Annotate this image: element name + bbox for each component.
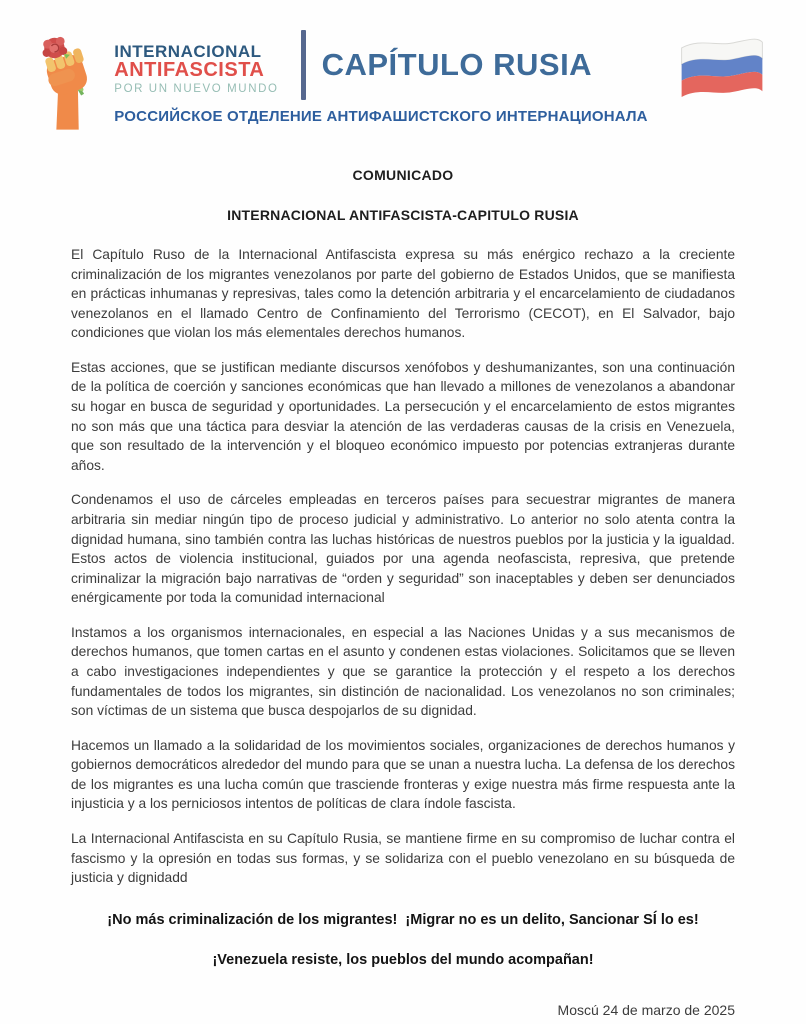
slogan-line-1: ¡No más criminalización de los migrantes! ¡Migrar no es un delito, Sancionar SÍ lo es! — [107, 911, 699, 928]
dateline: Moscú 24 de marzo de 2025 — [557, 1001, 735, 1018]
wordmark-line3: POR UN NUEVO MUNDO — [114, 83, 279, 96]
slogan-line-2: ¡Venezuela resiste, los pueblos del mundo acompañan! — [212, 951, 594, 968]
paragraph-1: El Capítulo Ruso de la Internacional Antifascista expresa su más enérgico rechazo a la creciente criminalización de los migrantes venezolanos por parte del gobierno de Estados Unidos, que se manifiesta en prácticas inhumanas y represivas, tales como la detención arbitraria y el encarcelamiento de ciudadanos venezolanos en el llamado Centro de Confinamiento del Terrorismo (CECOT), en El Salvador, bajo condiciones que violan los más elementales derechos humanos. — [71, 247, 735, 341]
paragraph-3: Condenamos el uso de cárceles empleadas en terceros países para secuestrar migrantes de manera arbitraria sin mediar ningún tipo de proceso judicial y administrativo. Lo anterior no solo atenta contra la dignidad humana, sino también contra las luchas históricas de nuestros pueblos por la justicia y la igualdad. Estos actos de violencia institucional, guiados por una agenda neofascista, represiva, que pretende criminalizar la migración bajo narrativas de “orden y seguridad” son inaceptables y deben ser denunciados enérgicamente por toda la comunidad internacional — [71, 492, 735, 606]
russia-flag-icon — [672, 30, 772, 117]
letterhead — [0, 0, 806, 139]
wordmark-line2: ANTIFASCISTA — [114, 59, 265, 82]
fist-with-rose-icon — [34, 32, 104, 139]
paragraph-2: Estas acciones, que se justifican mediante discursos xenófobos y deshumanizantes, son una continuación de la política de coerción y sanciones económicas que han llevado a millones de venezolanos a abandonar su hogar en busca de seguridad y oportunidades. La persecución y el encarcelamiento de estos migrantes no son más que una táctica para desviar la atención de las verdaderas causas de la crisis en Venezuela, que son resultado de la intervención y el bloqueo económico impuesto por potencias extranjeras durante años. — [71, 359, 735, 473]
org-wordmark — [114, 35, 278, 96]
vertical-divider — [301, 30, 306, 100]
paragraph-4: Instamos a los organismos internacionales, en especial a las Naciones Unidas y a sus mecanismos de derechos humanos, que tomen cartas en el asunto y condenen estas violaciones. Solicitamos que se lleven a cabo investigaciones independientes y que se garantice la protección y el respeto a los derechos fundamentales de todos los migrantes, sin distinción de nacionalidad. Los venezolanos no son criminales; son víctimas de un sistema que busca despojarlos de su dignidad. — [71, 624, 735, 719]
chapter-title: CAPÍTULO RUSIA — [321, 47, 593, 82]
wordmark-line1: INTERNACIONAL — [114, 41, 262, 61]
document-subtitle: INTERNACIONAL ANTIFASCISTA-CAPITULO RUSIA — [227, 207, 579, 223]
document-title: COMUNICADO — [352, 167, 454, 183]
letterhead-text-block — [114, 30, 647, 125]
paragraph-5: Hacemos un llamado a la solidaridad de los movimientos sociales, organizaciones de derechos humanos y gobiernos democráticos alrededor del mundo para que se unan a nuestra lucha. La defensa de los derechos de los migrantes es una lucha común que trasciende fronteras y exige nuestra más firme respuesta ante la injusticia y a los perniciosos intentos de políticas de clara índole fascista. — [71, 737, 735, 812]
document-body — [71, 167, 735, 1018]
russian-subtitle: РОССИЙСКОЕ ОТДЕЛЕНИЕ АНТИФАШИСТСКОГО ИНТЕРНАЦИОНАЛА — [114, 108, 648, 125]
paragraph-6: La Internacional Antifascista en su Capítulo Rusia, se mantiene firme en su compromiso de luchar contra el fascismo y la opresión en todas sus formas, y se solidariza con el pueblo venezolano en su búsqueda de justicia y dignidadd — [71, 831, 735, 886]
